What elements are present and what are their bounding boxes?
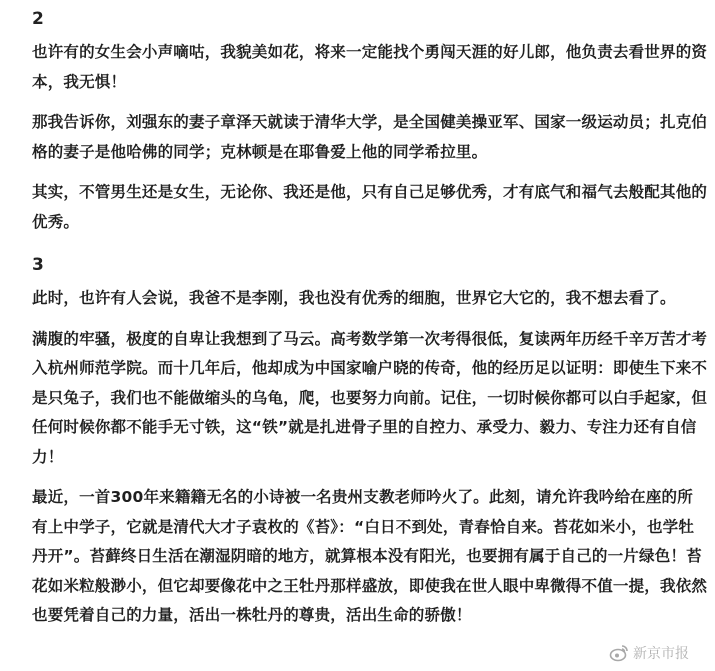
watermark — [605, 639, 693, 667]
watermark-text: 新京市报 — [633, 646, 689, 662]
paragraph: 此时，也许有人会说，我爸不是李刚，我也没有优秀的细胞，世界它大它的，我不想去看了。 — [32, 289, 676, 307]
paragraph: 其实，不管男生还是女生，无论你、我还是他，只有自己足够优秀，才有底气和福气去般配其他的优秀。 — [32, 183, 708, 231]
paragraph: 最近，一首300年来籍籍无名的小诗被一名贵州支教老师吟火了。此刻，请允许我吟给在座的所有上中学子，它就是清代大才子袁枚的《苔》：“白日不到处，青春恰自来。苔花如米小，也学牡丹开”。苔藓终日生活在潮湿阴暗的地方，就算根本没有阳光，也要拥有属于自己的一片绿色！苔花如米粒般渺小，但它却要像花中之王牡丹那样盛放，即使我在世人眼中卑微得不值一提，我依然也要凭着自己的力量，活出一株牡丹的尊贵，活出生命的骄傲！ — [32, 488, 708, 624]
weibo-logo-icon — [609, 643, 629, 663]
section-number: 3 — [32, 255, 44, 275]
paragraph: 也许有的女生会小声嘀咕，我貌美如花，将来一定能找个勇闯天涯的好儿郎，他负责去看世界的资本，我无惧！ — [32, 43, 708, 91]
section-number: 2 — [32, 9, 44, 29]
paragraph: 那我告诉你，刘强东的妻子章泽天就读于清华大学，是全国健美操亚军、国家一级运动员；扎克伯格的妻子是他哈佛的同学；克林顿是在耶鲁爱上他的同学希拉里。 — [32, 113, 708, 161]
article-body — [32, 0, 708, 642]
paragraph: 满腹的牢骚，极度的自卑让我想到了马云。高考数学第一次考得很低，复读两年历经千辛万苦才考入杭州师范学院。而十几年后，他却成为中国家喻户晓的传奇，他的经历足以证明：即使生下来不是只兔子，我们也不能做缩头的乌龟，爬，也要努力向前。记住，一切时候你都可以白手起家，但任何时候你都不能手无寸铁，这“铁”就是扎进骨子里的自控力、承受力、毅力、专注力还有自信力！ — [32, 329, 708, 466]
